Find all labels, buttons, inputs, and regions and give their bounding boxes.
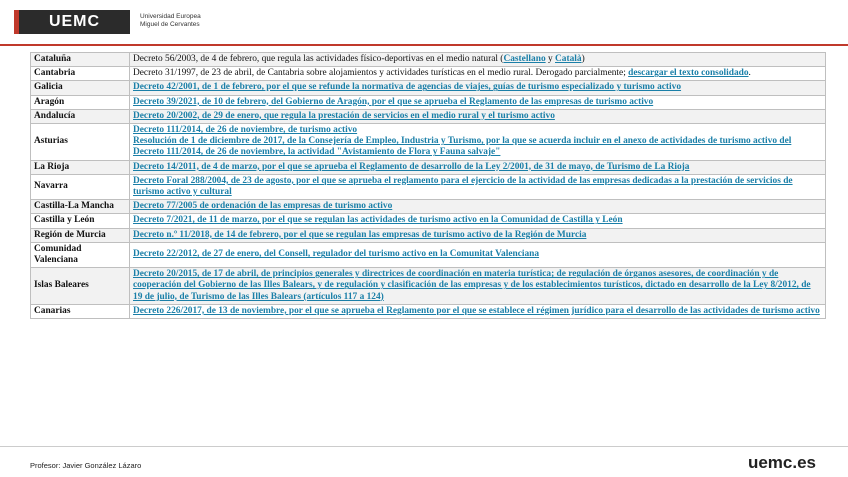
decree-link[interactable]: Català [555, 54, 582, 64]
decree-cell [130, 81, 826, 95]
region-cell: Cantabria [31, 67, 130, 81]
decree-link[interactable]: Decreto 111/2014, de 26 de noviembre, de turismo activo [133, 125, 358, 136]
decree-cell [130, 124, 826, 161]
decree-text: ) [581, 54, 585, 64]
university-name [140, 13, 201, 28]
decree-text: . [748, 68, 751, 79]
decree-link[interactable]: descargar el texto consolidado [628, 68, 749, 79]
region-cell: Castilla y León [31, 214, 130, 228]
decree-link[interactable]: Resolución de 1 de diciembre de 2017, de la Consejería de Empleo, Industria y Turismo, por la que se acuerda incluir en el anexo de actividades de turismo activo del Decreto 111/2014, de 26 de noviembre, la actividad "Avistamiento de Flora y Fauna salvaje" [133, 136, 792, 158]
decree-link[interactable]: Decreto 20/2002, de 29 de enero, que regula la prestación de servicios en el medio rural y el turismo activo [133, 110, 555, 121]
decree-link[interactable]: Decreto 77/2005 de ordenación de las empresas de turismo activo [133, 201, 393, 212]
decree-link[interactable]: Decreto 14/2011, de 4 de marzo, por el que se aprueba el Reglamento de desarrollo de la Ley 2/2001, de 31 de mayo, de Turismo de La Rioja [133, 161, 690, 172]
decree-link[interactable]: Decreto 226/2017, de 13 de noviembre, por el que se aprueba el Reglamento por el que se establece el régimen jurídico para el desarrollo de las actividades de turismo activo [133, 305, 820, 316]
table-row [31, 268, 826, 305]
region-cell: Galicia [31, 81, 130, 95]
decree-cell [130, 95, 826, 109]
decree-link[interactable]: Decreto 20/2015, de 17 de abril, de principios generales y directrices de coordinación en materia turística; de regulación de órganos asesores, de coordinación y de cooperación del Gobierno de las Illes Balears, y de regulación y clasificación de las empresas y de los establecimientos turísticos, dictado en desarrollo de la Ley 8/2012, de 19 de julio, de Turismo de las Illes Balears (artículos 117 a 124) [133, 269, 811, 302]
region-cell: Navarra [31, 174, 130, 199]
uemc-logo [14, 10, 130, 34]
table-row [31, 174, 826, 199]
region-cell: Andalucía [31, 109, 130, 123]
table-row [31, 242, 826, 267]
decree-link[interactable]: Decreto Foral 288/2004, de 23 de agosto, por el que se aprueba el reglamento para el ejercicio de la actividad de las empresas dedicadas a la prestación de servicios de turismo activo y cultural [133, 175, 793, 198]
table-row [31, 200, 826, 214]
region-cell: Islas Baleares [31, 268, 130, 305]
decree-text: y [545, 54, 555, 64]
decree-cell [130, 304, 826, 318]
decree-cell [130, 242, 826, 267]
university-line-2: Miguel de Cervantes [140, 20, 200, 28]
table-row [31, 214, 826, 228]
region-cell: Comunidad Valenciana [31, 242, 130, 267]
decree-link[interactable]: Decreto 39/2021, de 10 de febrero, del Gobierno de Aragón, por el que se aprueba el Reglamento de las empresas de turismo activo [133, 96, 654, 107]
region-cell: La Rioja [31, 160, 130, 174]
decree-cell [130, 67, 826, 81]
decree-cell [130, 228, 826, 242]
table-row [31, 124, 826, 161]
decree-cell [130, 268, 826, 305]
table-row [31, 228, 826, 242]
table-row [31, 304, 826, 318]
decree-link[interactable]: Decreto 7/2021, de 11 de marzo, por el que se regulan las actividades de turismo activo en la Comunidad de Castilla y León [133, 215, 623, 226]
region-cell: Asturias [31, 124, 130, 161]
decree-cell [130, 53, 826, 67]
region-cell: Canarias [31, 304, 130, 318]
table-row [31, 81, 826, 95]
regulations-table [30, 52, 826, 319]
decree-cell [130, 200, 826, 214]
logo-text: UEMC [19, 10, 130, 34]
decree-cell [130, 160, 826, 174]
region-cell: Cataluña [31, 53, 130, 67]
table-row [31, 160, 826, 174]
decree-text: Decreto 56/2003, de 4 de febrero, que regula las actividades físico-deportivas en el medio natural ( [133, 54, 504, 64]
decree-link[interactable]: Decreto 22/2012, de 27 de enero, del Consell, regulador del turismo activo en la Comunitat Valenciana [133, 249, 540, 260]
decree-text: Decreto 31/1997, de 23 de abril, de Cantabria sobre alojamientos y actividades turísticas en el medio rural. Derogado parcialmente; [133, 68, 629, 79]
region-cell: Región de Murcia [31, 228, 130, 242]
site-url: uemc.es [747, 453, 816, 472]
table-row [31, 53, 826, 67]
table-row [31, 95, 826, 109]
table-row [31, 109, 826, 123]
decree-link[interactable]: Decreto 42/2001, de 1 de febrero, por el que se refunde la normativa de agencias de viajes, guías de turismo especializado y turismo activo [133, 82, 682, 93]
region-cell: Castilla-La Mancha [31, 200, 130, 214]
table-row [31, 67, 826, 81]
professor-credit: Profesor: Javier González Lázaro [30, 461, 142, 470]
decree-link[interactable]: Castellano [503, 54, 546, 64]
footer-divider [0, 446, 848, 447]
decree-cell [130, 214, 826, 228]
region-cell: Aragón [31, 95, 130, 109]
university-line-1: Universidad Europea [140, 13, 201, 20]
decree-cell [130, 174, 826, 199]
decree-link[interactable]: Decreto n.º 11/2018, de 14 de febrero, por el que se regulan las empresas de turismo activo de la Región de Murcia [133, 229, 587, 240]
decree-cell [130, 109, 826, 123]
header [0, 0, 848, 44]
header-divider [0, 44, 848, 46]
